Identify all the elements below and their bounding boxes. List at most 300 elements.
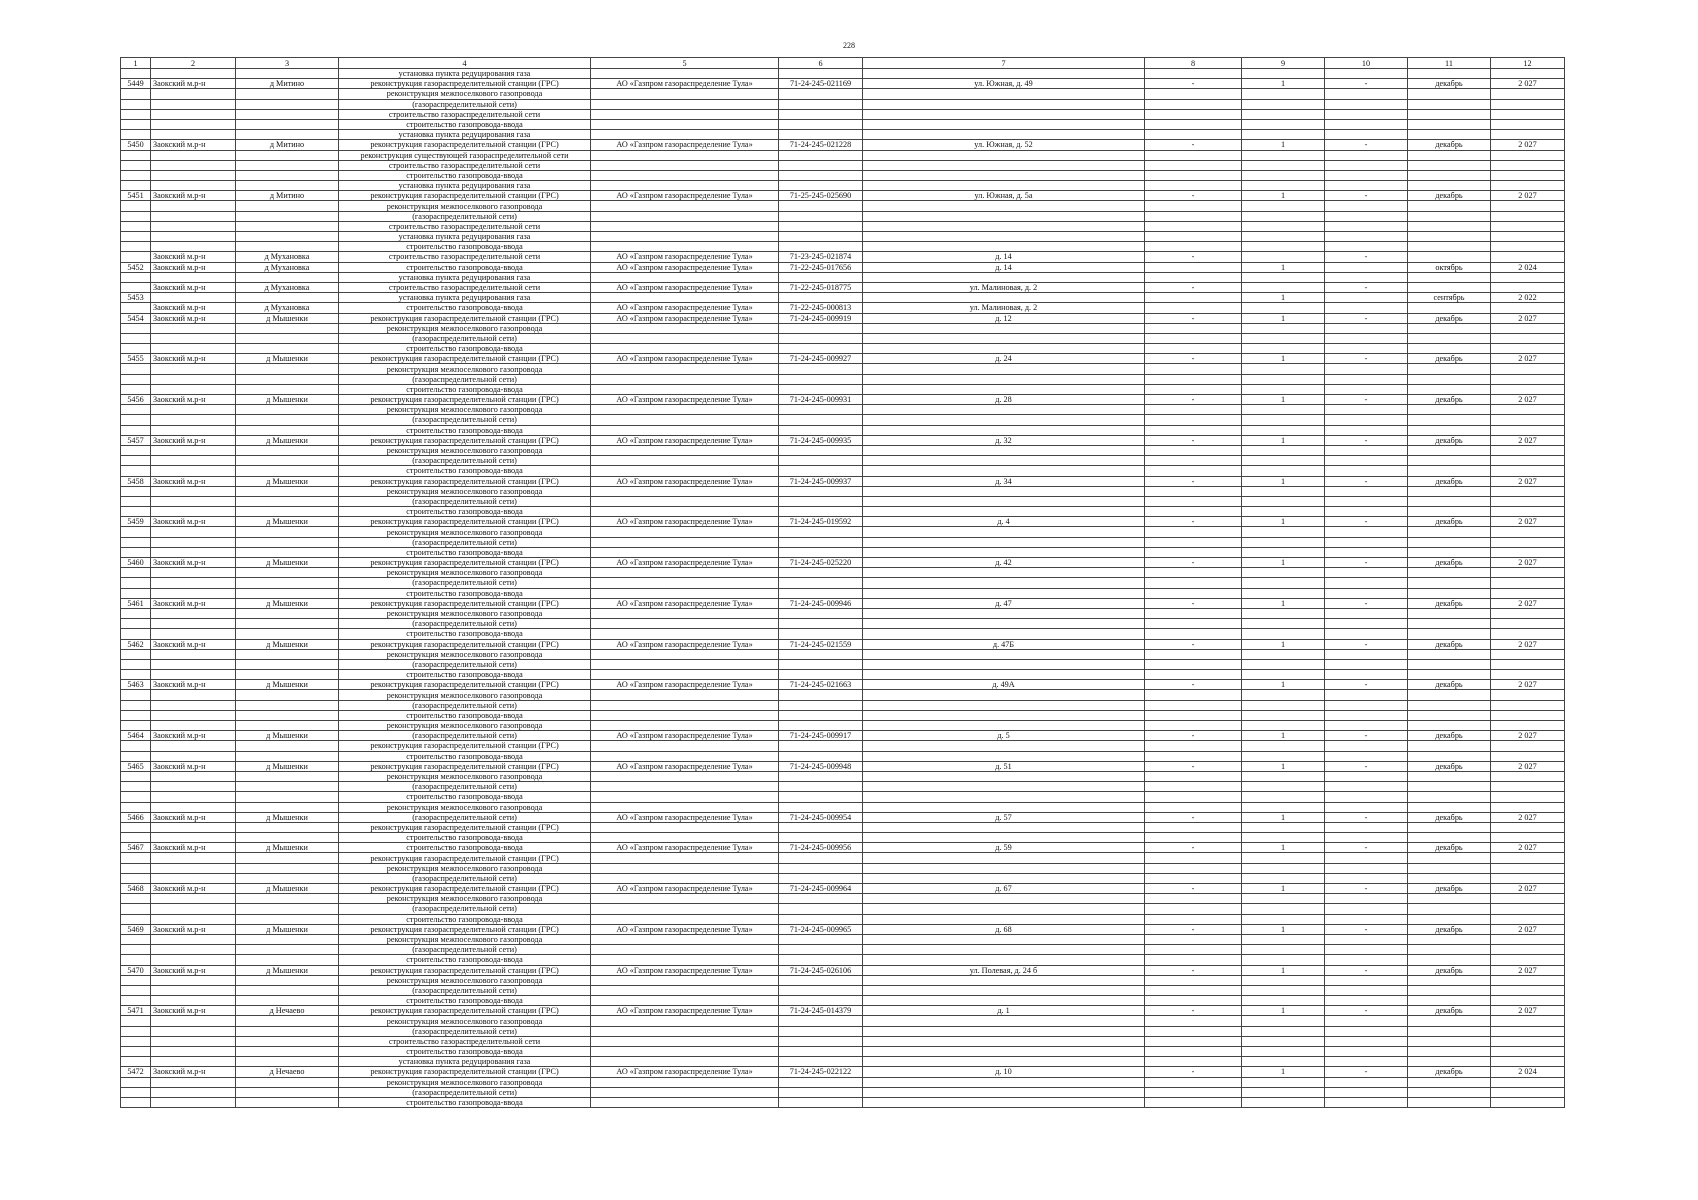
table-cell-col-7 (863, 160, 1145, 170)
table-cell-col-8 (1145, 221, 1242, 231)
table-cell-col-4: (газораспределительной сети) (339, 496, 591, 506)
table-cell-col-2: Заокский м.р-н (151, 884, 236, 894)
table-cell-col-9 (1242, 670, 1325, 680)
table-cell-col-7 (863, 99, 1145, 109)
table-cell-col-1 (121, 996, 151, 1006)
table-cell-col-2 (151, 741, 236, 751)
table-row (121, 109, 1565, 119)
table-cell-col-10 (1325, 802, 1408, 812)
table-cell-col-5 (591, 700, 779, 710)
table-cell-col-9 (1242, 904, 1325, 914)
table-cell-col-11 (1408, 934, 1491, 944)
table-cell-col-8 (1145, 486, 1242, 496)
table-cell-col-3 (236, 619, 339, 629)
table-cell-col-8 (1145, 181, 1242, 191)
table-cell-col-6 (779, 649, 863, 659)
table-cell-col-6 (779, 344, 863, 354)
table-cell-col-9 (1242, 833, 1325, 843)
table-cell-col-8 (1145, 853, 1242, 863)
table-cell-col-7: д. 59 (863, 843, 1145, 853)
table-row (121, 344, 1565, 354)
table-cell-col-6 (779, 802, 863, 812)
table-cell-col-9 (1242, 374, 1325, 384)
table-cell-col-11 (1408, 232, 1491, 242)
table-cell-col-2 (151, 323, 236, 333)
table-row (121, 537, 1565, 547)
table-cell-col-12 (1491, 1016, 1565, 1026)
table-cell-col-1 (121, 1097, 151, 1107)
table-cell-col-10 (1325, 170, 1408, 180)
table-cell-col-4: строительство газопровода-ввода (339, 914, 591, 924)
table-cell-col-9 (1242, 721, 1325, 731)
table-cell-col-2: Заокский м.р-н (151, 558, 236, 568)
table-cell-col-9 (1242, 863, 1325, 873)
table-cell-col-3 (236, 873, 339, 883)
table-cell-col-5 (591, 975, 779, 985)
table-cell-col-8 (1145, 344, 1242, 354)
table-row-record-start (121, 191, 1565, 201)
table-cell-col-3 (236, 853, 339, 863)
table-cell-col-6 (779, 1087, 863, 1097)
table-cell-col-7 (863, 323, 1145, 333)
table-cell-col-5 (591, 242, 779, 252)
table-cell-col-4: (газораспределительной сети) (339, 700, 591, 710)
table-cell-col-5: АО «Газпром газораспределение Тула» (591, 140, 779, 150)
table-cell-col-1: 5456 (121, 395, 151, 405)
table-cell-col-7 (863, 119, 1145, 129)
table-cell-col-11 (1408, 211, 1491, 221)
table-cell-col-4: (газораспределительной сети) (339, 456, 591, 466)
table-cell-col-11 (1408, 507, 1491, 517)
table-row (121, 710, 1565, 720)
table-cell-col-4: (газораспределительной сети) (339, 578, 591, 588)
table-cell-col-10 (1325, 130, 1408, 140)
table-cell-col-4: реконструкция межпоселкового газопровода (339, 1077, 591, 1087)
column-header-row (121, 58, 1565, 69)
table-cell-col-12: 2 027 (1491, 812, 1565, 822)
table-cell-col-5 (591, 1036, 779, 1046)
table-row (121, 741, 1565, 751)
table-cell-col-8 (1145, 211, 1242, 221)
table-cell-col-1 (121, 853, 151, 863)
table-cell-col-5 (591, 344, 779, 354)
table-cell-col-12 (1491, 486, 1565, 496)
table-cell-col-3 (236, 721, 339, 731)
table-cell-col-5 (591, 181, 779, 191)
table-row (121, 690, 1565, 700)
table-cell-col-2: Заокский м.р-н (151, 924, 236, 934)
table-cell-col-10 (1325, 242, 1408, 252)
table-cell-col-12 (1491, 109, 1565, 119)
table-cell-col-10 (1325, 293, 1408, 303)
table-cell-col-4: (газораспределительной сети) (339, 659, 591, 669)
table-cell-col-10 (1325, 822, 1408, 832)
table-cell-col-4: строительство газораспределительной сети (339, 1036, 591, 1046)
table-cell-col-9 (1242, 221, 1325, 231)
table-cell-col-2 (151, 985, 236, 995)
table-row (121, 833, 1565, 843)
table-cell-col-10 (1325, 945, 1408, 955)
table-cell-col-10 (1325, 1077, 1408, 1087)
table-cell-col-6 (779, 833, 863, 843)
table-row (121, 170, 1565, 180)
table-cell-col-4: (газораспределительной сети) (339, 333, 591, 343)
table-cell-col-9 (1242, 445, 1325, 455)
table-cell-col-12: 2 022 (1491, 293, 1565, 303)
table-cell-col-12 (1491, 364, 1565, 374)
table-cell-col-7: ул. Южная, д. 5а (863, 191, 1145, 201)
table-cell-col-8 (1145, 130, 1242, 140)
table-cell-col-6: 71-24-245-021169 (779, 79, 863, 89)
table-cell-col-11 (1408, 323, 1491, 333)
table-cell-col-3: д Мухановка (236, 252, 339, 262)
table-row (121, 873, 1565, 883)
table-cell-col-10 (1325, 608, 1408, 618)
table-cell-col-3: д Мышенки (236, 395, 339, 405)
table-cell-col-8 (1145, 374, 1242, 384)
table-cell-col-2: Заокский м.р-н (151, 476, 236, 486)
table-cell-col-6 (779, 221, 863, 231)
table-cell-col-5 (591, 486, 779, 496)
table-cell-col-5 (591, 466, 779, 476)
table-cell-col-9 (1242, 252, 1325, 262)
column-header-3: 3 (236, 58, 339, 69)
table-cell-col-6: 71-22-245-018775 (779, 282, 863, 292)
table-cell-col-3 (236, 232, 339, 242)
table-cell-col-4: реконструкция межпоселкового газопровода (339, 608, 591, 618)
table-cell-col-4: строительство газопровода-ввода (339, 955, 591, 965)
table-cell-col-1: 5467 (121, 843, 151, 853)
table-cell-col-2 (151, 384, 236, 394)
table-cell-col-4: реконструкция межпоселкового газопровода (339, 1016, 591, 1026)
table-cell-col-7 (863, 496, 1145, 506)
table-cell-col-5: АО «Газпром газораспределение Тула» (591, 1006, 779, 1016)
table-cell-col-11 (1408, 833, 1491, 843)
table-cell-col-7 (863, 405, 1145, 415)
table-cell-col-4: установка пункта редуцирования газа (339, 272, 591, 282)
table-cell-col-11 (1408, 863, 1491, 873)
table-cell-col-5 (591, 914, 779, 924)
table-cell-col-5 (591, 527, 779, 537)
table-cell-col-1 (121, 619, 151, 629)
table-cell-col-11 (1408, 303, 1491, 313)
table-cell-col-3 (236, 1087, 339, 1097)
table-cell-col-3 (236, 894, 339, 904)
table-cell-col-11: декабрь (1408, 191, 1491, 201)
table-row-record-start (121, 395, 1565, 405)
table-cell-col-5 (591, 1057, 779, 1067)
table-cell-col-8 (1145, 700, 1242, 710)
table-cell-col-11 (1408, 486, 1491, 496)
table-cell-col-11 (1408, 201, 1491, 211)
table-cell-col-10: - (1325, 680, 1408, 690)
table-cell-col-11 (1408, 527, 1491, 537)
table-cell-col-8 (1145, 89, 1242, 99)
table-cell-col-4: (газораспределительной сети) (339, 211, 591, 221)
table-cell-col-4: реконструкция межпоселкового газопровода (339, 649, 591, 659)
table-cell-col-11 (1408, 873, 1491, 883)
table-cell-col-6 (779, 181, 863, 191)
table-row-record-start (121, 313, 1565, 323)
table-cell-col-11: декабрь (1408, 761, 1491, 771)
table-cell-col-1 (121, 771, 151, 781)
table-cell-col-10 (1325, 201, 1408, 211)
table-cell-col-7 (863, 568, 1145, 578)
table-cell-col-5 (591, 945, 779, 955)
table-row (121, 568, 1565, 578)
table-cell-col-7 (863, 904, 1145, 914)
table-cell-col-3: д Мышенки (236, 731, 339, 741)
table-cell-col-2: Заокский м.р-н (151, 843, 236, 853)
table-cell-col-4: строительство газопровода-ввода (339, 466, 591, 476)
table-cell-col-9 (1242, 1026, 1325, 1036)
table-cell-col-9 (1242, 415, 1325, 425)
table-cell-col-7 (863, 415, 1145, 425)
table-cell-col-6 (779, 170, 863, 180)
table-cell-col-9 (1242, 527, 1325, 537)
table-cell-col-8 (1145, 985, 1242, 995)
table-cell-col-7 (863, 649, 1145, 659)
table-cell-col-12 (1491, 853, 1565, 863)
table-cell-col-12 (1491, 232, 1565, 242)
table-cell-col-8 (1145, 629, 1242, 639)
table-cell-col-1 (121, 649, 151, 659)
table-cell-col-4: реконструкция межпоселкового газопровода (339, 201, 591, 211)
table-cell-col-3 (236, 710, 339, 720)
table-cell-col-1: 5461 (121, 598, 151, 608)
table-cell-col-2 (151, 201, 236, 211)
table-cell-col-11 (1408, 384, 1491, 394)
table-cell-col-12 (1491, 496, 1565, 506)
table-row (121, 853, 1565, 863)
table-cell-col-1: 5465 (121, 761, 151, 771)
table-cell-col-9 (1242, 945, 1325, 955)
table-cell-col-8 (1145, 833, 1242, 843)
table-cell-col-12: 2 027 (1491, 558, 1565, 568)
table-cell-col-11: декабрь (1408, 1006, 1491, 1016)
table-cell-col-7 (863, 945, 1145, 955)
table-cell-col-1 (121, 181, 151, 191)
table-cell-col-8: - (1145, 639, 1242, 649)
table-cell-col-3 (236, 670, 339, 680)
table-cell-col-6 (779, 425, 863, 435)
table-cell-col-5 (591, 568, 779, 578)
table-cell-col-2 (151, 242, 236, 252)
table-cell-col-12 (1491, 904, 1565, 914)
table-cell-col-2 (151, 466, 236, 476)
table-cell-col-6: 71-24-245-014379 (779, 1006, 863, 1016)
table-cell-col-10 (1325, 710, 1408, 720)
table-cell-col-2 (151, 527, 236, 537)
table-cell-col-11: декабрь (1408, 965, 1491, 975)
table-cell-col-7 (863, 863, 1145, 873)
table-cell-col-10 (1325, 629, 1408, 639)
table-cell-col-2 (151, 863, 236, 873)
table-cell-col-12: 2 027 (1491, 517, 1565, 527)
table-cell-col-9: 1 (1242, 79, 1325, 89)
table-cell-col-4: реконструкция межпоселкового газопровода (339, 771, 591, 781)
table-row (121, 945, 1565, 955)
table-cell-col-7 (863, 894, 1145, 904)
table-cell-col-6 (779, 914, 863, 924)
table-cell-col-2 (151, 1077, 236, 1087)
table-cell-col-2 (151, 873, 236, 883)
table-cell-col-8 (1145, 1057, 1242, 1067)
table-cell-col-9 (1242, 1047, 1325, 1057)
table-cell-col-12 (1491, 150, 1565, 160)
table-cell-col-11 (1408, 955, 1491, 965)
table-cell-col-7: д. 68 (863, 924, 1145, 934)
table-cell-col-11 (1408, 894, 1491, 904)
table-cell-col-6 (779, 619, 863, 629)
table-cell-col-7 (863, 975, 1145, 985)
table-cell-col-4: реконструкция газораспределительной станции (ГРС) (339, 1067, 591, 1077)
table-cell-col-8: - (1145, 924, 1242, 934)
table-cell-col-11 (1408, 710, 1491, 720)
table-row (121, 1057, 1565, 1067)
table-row (121, 721, 1565, 731)
table-cell-col-10 (1325, 649, 1408, 659)
table-cell-col-1: 5457 (121, 435, 151, 445)
table-cell-col-4: строительство газораспределительной сети (339, 160, 591, 170)
table-cell-col-11 (1408, 1047, 1491, 1057)
table-cell-col-2 (151, 425, 236, 435)
table-row (121, 181, 1565, 191)
table-cell-col-6 (779, 792, 863, 802)
table-row (121, 333, 1565, 343)
table-cell-col-12 (1491, 405, 1565, 415)
table-row (121, 771, 1565, 781)
table-cell-col-8: - (1145, 1067, 1242, 1077)
table-cell-col-12 (1491, 945, 1565, 955)
table-cell-col-2: Заокский м.р-н (151, 812, 236, 822)
table-cell-col-12 (1491, 1097, 1565, 1107)
table-cell-col-12 (1491, 578, 1565, 588)
table-cell-col-5 (591, 323, 779, 333)
table-cell-col-12 (1491, 1036, 1565, 1046)
table-cell-col-7 (863, 751, 1145, 761)
table-cell-col-9 (1242, 996, 1325, 1006)
table-cell-col-9 (1242, 333, 1325, 343)
table-cell-col-6 (779, 670, 863, 680)
table-cell-col-1 (121, 741, 151, 751)
table-cell-col-6 (779, 975, 863, 985)
table-cell-col-7: д. 67 (863, 884, 1145, 894)
table-cell-col-7: ул. Южная, д. 49 (863, 79, 1145, 89)
table-cell-col-4: строительство газопровода-ввода (339, 1097, 591, 1107)
table-cell-col-12 (1491, 456, 1565, 466)
table-cell-col-11 (1408, 1077, 1491, 1087)
table-cell-col-6 (779, 445, 863, 455)
table-cell-col-6: 71-22-245-000813 (779, 303, 863, 313)
table-cell-col-8 (1145, 69, 1242, 79)
table-cell-col-10: - (1325, 354, 1408, 364)
table-cell-col-4: строительство газопровода-ввода (339, 170, 591, 180)
table-cell-col-8 (1145, 109, 1242, 119)
table-cell-col-8 (1145, 934, 1242, 944)
table-cell-col-8: - (1145, 598, 1242, 608)
table-cell-col-2: Заокский м.р-н (151, 313, 236, 323)
table-cell-col-7 (863, 1026, 1145, 1036)
table-cell-col-2 (151, 293, 236, 303)
table-cell-col-2: Заокский м.р-н (151, 303, 236, 313)
table-cell-col-10: - (1325, 252, 1408, 262)
table-row (121, 507, 1565, 517)
table-cell-col-7 (863, 293, 1145, 303)
table-cell-col-7 (863, 221, 1145, 231)
table-cell-col-7 (863, 486, 1145, 496)
table-cell-col-10: - (1325, 761, 1408, 771)
table-cell-col-12 (1491, 690, 1565, 700)
table-cell-col-1: 5469 (121, 924, 151, 934)
table-cell-col-10 (1325, 782, 1408, 792)
table-cell-col-7 (863, 445, 1145, 455)
table-cell-col-8 (1145, 975, 1242, 985)
table-cell-col-6 (779, 160, 863, 170)
table-cell-col-7 (863, 232, 1145, 242)
table-cell-col-3 (236, 445, 339, 455)
table-cell-col-11: декабрь (1408, 639, 1491, 649)
table-cell-col-2 (151, 894, 236, 904)
table-cell-col-1 (121, 303, 151, 313)
table-cell-col-8 (1145, 659, 1242, 669)
table-cell-col-7 (863, 130, 1145, 140)
table-cell-col-4: реконструкция газораспределительной станции (ГРС) (339, 79, 591, 89)
table-cell-col-1 (121, 466, 151, 476)
table-cell-col-1: 5450 (121, 140, 151, 150)
table-cell-col-1 (121, 1057, 151, 1067)
table-cell-col-6 (779, 690, 863, 700)
table-cell-col-5: АО «Газпром газораспределение Тула» (591, 812, 779, 822)
table-cell-col-7 (863, 201, 1145, 211)
table-cell-col-12: 2 027 (1491, 476, 1565, 486)
table-cell-col-5 (591, 1047, 779, 1057)
table-cell-col-10 (1325, 700, 1408, 710)
table-cell-col-12 (1491, 792, 1565, 802)
table-cell-col-12: 2 027 (1491, 435, 1565, 445)
table-cell-col-9: 1 (1242, 924, 1325, 934)
table-cell-col-6 (779, 1047, 863, 1057)
table-cell-col-5 (591, 649, 779, 659)
table-cell-col-5 (591, 588, 779, 598)
table-cell-col-3 (236, 486, 339, 496)
table-cell-col-11: декабрь (1408, 79, 1491, 89)
table-row (121, 792, 1565, 802)
table-cell-col-11 (1408, 109, 1491, 119)
table-cell-col-11: октябрь (1408, 262, 1491, 272)
table-cell-col-1: 5453 (121, 293, 151, 303)
table-cell-col-12 (1491, 211, 1565, 221)
table-cell-col-9 (1242, 507, 1325, 517)
table-cell-col-7 (863, 1097, 1145, 1107)
table-cell-col-6 (779, 741, 863, 751)
table-cell-col-4: строительство газопровода-ввода (339, 384, 591, 394)
table-cell-col-4: реконструкция межпоселкового газопровода (339, 894, 591, 904)
table-cell-col-7 (863, 670, 1145, 680)
table-cell-col-4: (газораспределительной сети) (339, 1087, 591, 1097)
table-cell-col-3 (236, 496, 339, 506)
table-cell-col-7 (863, 1087, 1145, 1097)
table-cell-col-3 (236, 99, 339, 109)
table-cell-col-10 (1325, 1047, 1408, 1057)
table-cell-col-7: д. 1 (863, 1006, 1145, 1016)
table-cell-col-1 (121, 955, 151, 965)
table-cell-col-8 (1145, 507, 1242, 517)
table-cell-col-7 (863, 181, 1145, 191)
table-cell-col-8: - (1145, 476, 1242, 486)
table-cell-col-7 (863, 211, 1145, 221)
table-cell-col-12 (1491, 914, 1565, 924)
